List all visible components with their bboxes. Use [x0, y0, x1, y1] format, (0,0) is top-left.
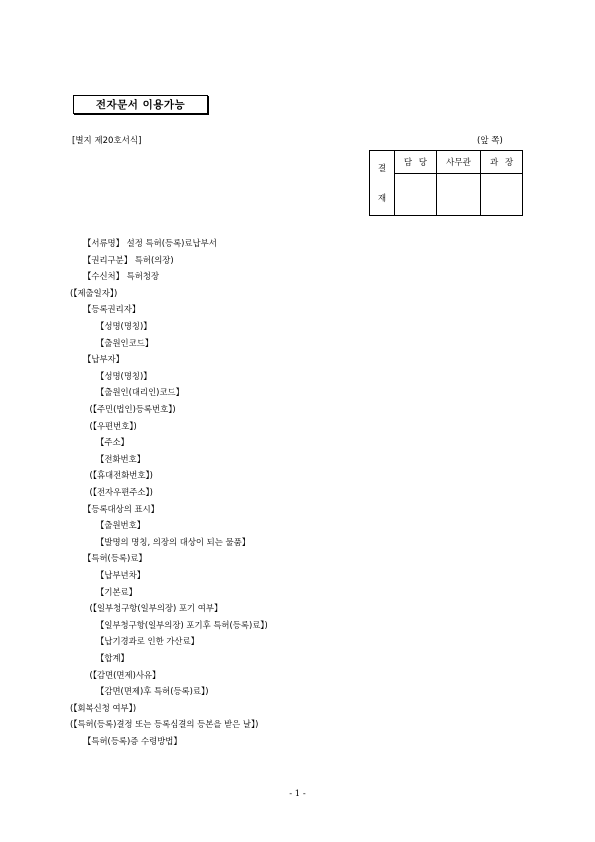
approval-header-director: 과 장 — [481, 151, 523, 174]
form-field-line: 【일부청구항(일부의장) 포기후 특허(등록)료】) — [96, 619, 268, 630]
form-field-line: 【발명의 명칭, 의장의 대상이 되는 물품】 — [96, 536, 251, 547]
document-title: 전자문서 이용가능 — [73, 95, 208, 114]
form-field-line: 【감면(면제)후 특허(등록)료】) — [96, 686, 209, 697]
form-field-line: (【회복신청 여부】) — [70, 702, 137, 713]
form-field-line: 【납부년차】 — [96, 570, 146, 580]
approval-header-officer: 사무관 — [436, 151, 480, 174]
form-field-line: 【수신처】 특허청장 — [83, 271, 160, 282]
approval-label-top: 결 — [377, 164, 387, 174]
form-field-line: 【납부자】 — [83, 354, 125, 365]
form-field-line: 【주소】 — [96, 437, 129, 448]
form-field-line: (【감면(면제)사유】 — [89, 669, 161, 680]
approval-label-bottom: 재 — [377, 194, 387, 204]
form-field-line: (【제출일자】) — [70, 287, 118, 298]
form-field-line: 【납기경과로 인한 가산료】 — [96, 636, 199, 647]
form-field-line: 【성명(명칭)】 — [96, 370, 152, 381]
form-field-line: 【서류명】 설정 특허(등록)료납부서 — [83, 238, 217, 248]
form-field-line: (【주민(법인)등록번호】) — [89, 404, 176, 414]
approval-header-staff: 담 당 — [395, 151, 437, 174]
form-field-line: (【전자우편주소】) — [89, 487, 153, 497]
form-field-line: (【우편번호】) — [89, 420, 137, 431]
form-field-line: 【출원인(대리인)코드】 — [96, 387, 185, 398]
form-field-line: (【특허(등록)결정 또는 등록심결의 등본을 받은 날】) — [70, 719, 259, 730]
form-number: [별지 제20호서식] — [72, 136, 142, 146]
page-number: - 1 - — [289, 789, 306, 799]
form-field-line: 【출원번호】 — [96, 520, 146, 531]
form-field-line: 【전화번호】 — [96, 453, 146, 464]
form-field-line: 【등록권리자】 — [83, 304, 141, 315]
page-side-label: (앞 쪽) — [477, 136, 503, 146]
form-field-line: 【합계】 — [96, 653, 129, 663]
form-field-line: 【권리구분】 특허(의장) — [83, 254, 174, 265]
form-field-line: 【기본료】 — [96, 586, 138, 597]
form-field-line: 【성명(명칭)】 — [96, 321, 152, 331]
form-field-line: 【특허(등록)증 수령방법】 — [83, 736, 182, 746]
form-field-line: 【출원인코드】 — [96, 337, 154, 348]
form-field-line: (【일부청구항(일부의장) 포기 여부】 — [89, 603, 223, 614]
form-field-line: 【특허(등록)료】 — [83, 553, 147, 564]
form-field-line: (【휴대전화번호】) — [89, 470, 153, 481]
form-field-line: 【등록대상의 표시】 — [83, 503, 160, 514]
